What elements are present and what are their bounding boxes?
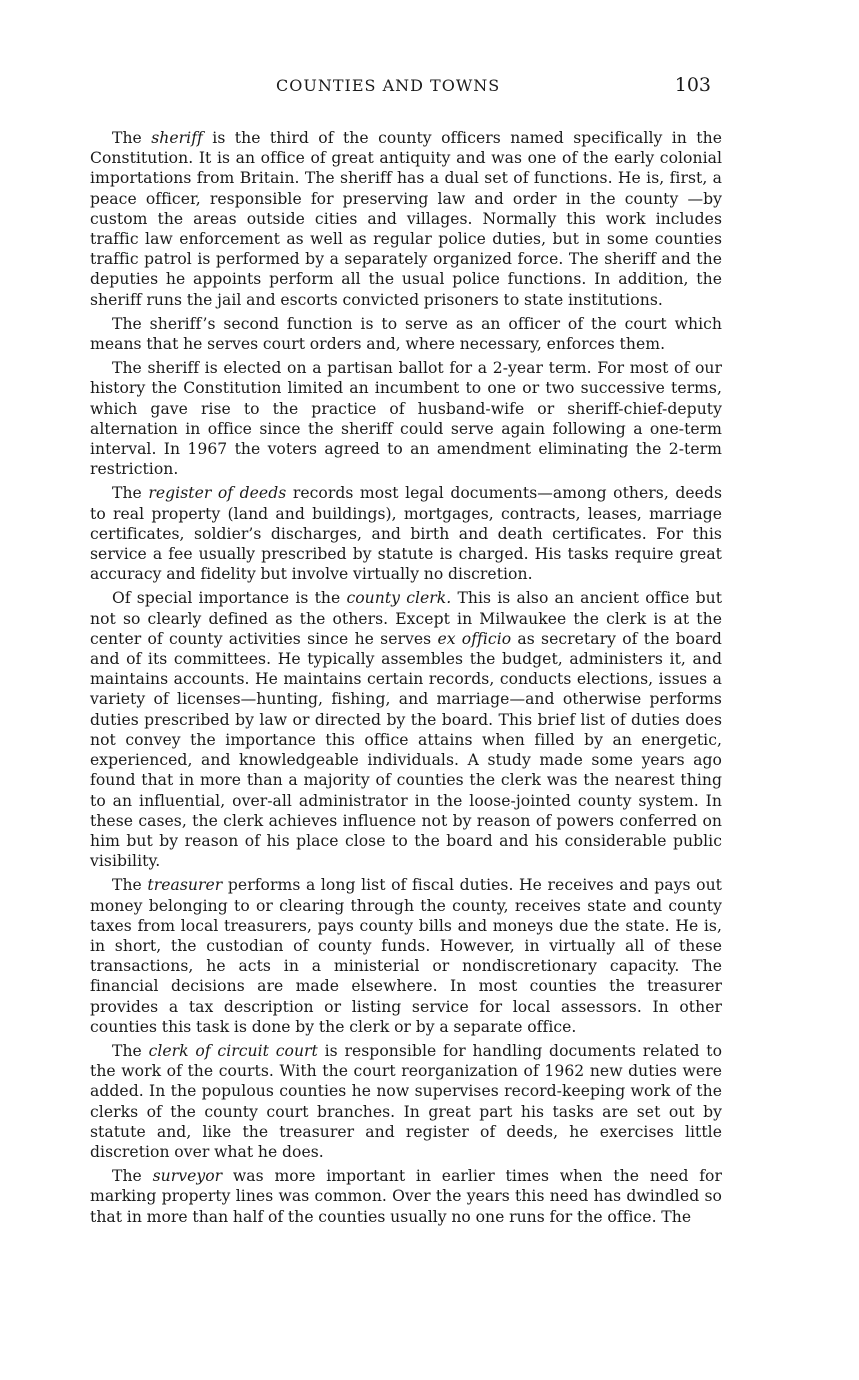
paragraph-county-clerk [90,588,722,871]
text-run: performs a long list of fiscal duties. He receives and pays out money belonging to or clearing through the county, receives state and county taxes from local treasurers, pays county bills and moneys due the state. He is, in short, the custodian of county funds. However, in virtually all of these transactions, he acts in a ministerial or nondiscretionary capacity. The financial decisions are made elsewhere. In most counties the treasurer provides a tax description or listing service for local assessors. In other counties this task is done by the clerk or by a separate office. [90,876,723,1036]
paragraph-sheriff [90,128,722,310]
text-run: was more important in earlier times when the need for marking property lines was common. Over the years this need has dwindled so that in more than half of the counties usually no one runs for the office. The [90,1167,723,1226]
text-run: The [112,484,149,503]
text-run: as secretary of the board and of its committees. He typically assembles the budget, administers it, and maintains accounts. He maintains certain records, conducts elections, issues a variety of licenses—hunting, fishing, and marriage—and otherwise performs duties prescribed by law or directed by the board. This brief list of duties does not convey the importance this office attains when filled by an energetic, experienced, and knowledgeable individuals. A study made some years ago found that in more than a majority of counties the clerk was the nearest thing to an influential, over-all administrator in the loose-jointed county system. In these cases, the clerk achieves influence not by reason of powers conferred on him but by reason of his place close to the board and his considerable public visibility. [90,629,722,871]
text-run: is responsible for handling documents related to the work of the courts. With the court reorganization of 1962 new duties were added. In the populous counties he now supervises record-keeping work of the clerks of the county court branches. In great part his tasks are set out by statute and, like the treasurer and register of deeds, he exercises little discretion over what he does. [90,1041,723,1161]
text-run: Of special importance is the [112,589,347,608]
text-run: The sheriff is elected on a partisan ballot for a 2-year term. For most of our history the Constitution limited an incumbent to one or two successive terms, which gave rise to the practice of husband-wife or sheriff-chief-deputy alternation in office since the sheriff could serve again following a one-term interval. In 1967 the voters agreed to an amendment eliminating the 2-term restriction. [90,359,722,479]
page-number: 103 [674,74,711,96]
paragraph-sheriff-election [90,358,722,479]
text-run: The [112,1167,153,1186]
italic-term: sheriff [151,129,203,147]
text-run: The [112,876,148,895]
text-run: The [112,129,152,147]
paragraph-sheriff-court-function [90,314,722,354]
paragraph-treasurer [90,875,722,1037]
italic-term: county clerk. [346,589,452,608]
page-header [0,76,859,106]
italic-term: treasurer [147,876,223,895]
body-text [90,128,722,1231]
text-run: The sheriff’s second function is to serve as an officer of the court which means that he serves court orders and, where necessary, enforces them. [90,314,722,354]
text-run: This is also an ancient office but not so clearly defined as the others. Except in Milwaukee the clerk is at the center of county activities since he serves [90,589,723,648]
paragraph-register-of-deeds [90,483,722,584]
running-title: COUNTIES AND TOWNS [276,76,501,95]
text-run: The [112,1041,149,1060]
paragraph-clerk-of-circuit-court [90,1041,722,1162]
italic-term: surveyor [152,1167,223,1186]
paragraph-surveyor [90,1166,722,1227]
text-run: is the third of the county officers named specifically in the Constitution. It is an office of great antiquity and was one of the early colonial importations from Britain. The sheriff has a dual set of functions. He is, first, a peace officer, responsible for preserving law and order in the county —by custom the areas outside cities and villages. Normally this work includes traffic law enforcement as well as regular police duties, but in some counties traffic patrol is performed by a separately organized force. The sheriff and the deputies he appoints perform all the usual police functions. In addition, the sheriff runs the jail and escorts convicted prisoners to state institutions. [90,129,722,309]
text-run: records most legal documents—among others, deeds to real property (land and buildings), mortgages, contracts, leases, marriage certificates, soldier’s discharges, and birth and death certificates. For this service a fee usually prescribed by statute is charged. His tasks require great accuracy and fidelity but involve virtually no discretion. [90,484,723,584]
italic-term: ex officio [437,629,512,648]
italic-term: clerk of circuit court [148,1041,318,1060]
italic-term: register of deeds [148,484,287,503]
